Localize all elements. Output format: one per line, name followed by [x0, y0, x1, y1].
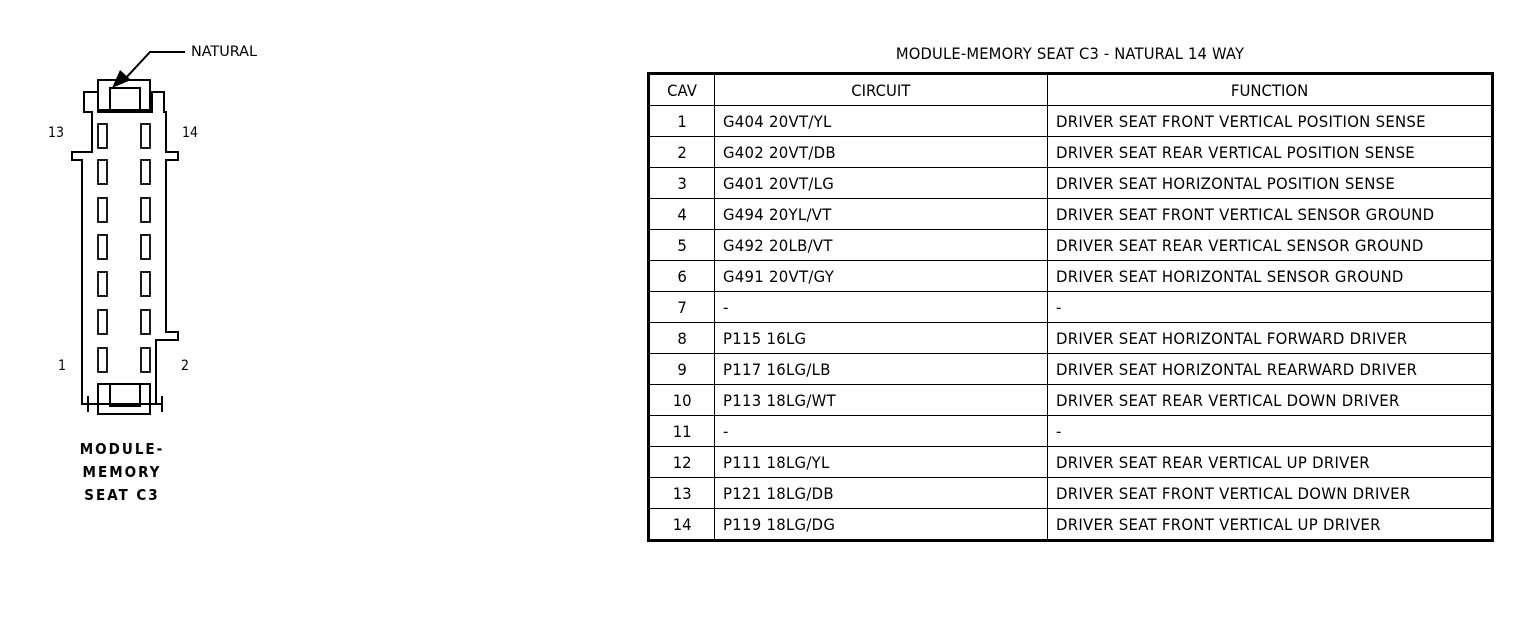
cav-cell: 11 — [649, 416, 715, 447]
function-cell: DRIVER SEAT HORIZONTAL POSITION SENSE — [1048, 168, 1493, 199]
header-circuit: CIRCUIT — [715, 74, 1048, 106]
cavity-4 — [141, 310, 150, 334]
cav-cell: 4 — [649, 199, 715, 230]
table-row — [649, 168, 1493, 199]
cav-cell: 1 — [649, 106, 715, 137]
table-row — [649, 230, 1493, 261]
cav-cell: 14 — [649, 509, 715, 541]
pin-label-2: 2 — [181, 358, 190, 374]
circuit-cell: - — [715, 416, 1048, 447]
cavity-6 — [141, 272, 150, 296]
cavity-2 — [141, 348, 150, 372]
table-row — [649, 354, 1493, 385]
cav-cell: 5 — [649, 230, 715, 261]
pin-label-14: 14 — [182, 125, 199, 141]
circuit-cell: - — [715, 292, 1048, 323]
cavity-1 — [98, 348, 107, 372]
function-cell: - — [1048, 416, 1493, 447]
function-cell: DRIVER SEAT HORIZONTAL SENSOR GROUND — [1048, 261, 1493, 292]
pin-table — [647, 72, 1494, 542]
table-row — [649, 478, 1493, 509]
connector-housing — [72, 80, 178, 414]
function-cell: DRIVER SEAT HORIZONTAL FORWARD DRIVER — [1048, 323, 1493, 354]
circuit-cell: G401 20VT/LG — [715, 168, 1048, 199]
table-row — [649, 137, 1493, 168]
function-cell: DRIVER SEAT REAR VERTICAL SENSOR GROUND — [1048, 230, 1493, 261]
cavity-5 — [98, 272, 107, 296]
cavity-10 — [141, 198, 150, 222]
cav-cell: 7 — [649, 292, 715, 323]
circuit-cell: P117 16LG/LB — [715, 354, 1048, 385]
table-row — [649, 509, 1493, 541]
function-cell: DRIVER SEAT FRONT VERTICAL POSITION SENSE — [1048, 106, 1493, 137]
circuit-cell: G402 20VT/DB — [715, 137, 1048, 168]
table-row — [649, 416, 1493, 447]
circuit-cell: P119 18LG/DG — [715, 509, 1048, 541]
table-header-row — [649, 74, 1493, 106]
cav-cell: 13 — [649, 478, 715, 509]
header-cav: CAV — [649, 74, 715, 106]
circuit-cell: P113 18LG/WT — [715, 385, 1048, 416]
circuit-cell: P115 16LG — [715, 323, 1048, 354]
circuit-cell: G404 20VT/YL — [715, 106, 1048, 137]
table-row — [649, 199, 1493, 230]
table-title: MODULE-MEMORY SEAT C3 - NATURAL 14 WAY — [895, 44, 1245, 63]
housing-outline — [72, 92, 178, 404]
cavity-11 — [98, 160, 107, 184]
connector-name-line-1: MODULE- — [79, 440, 165, 458]
natural-callout — [112, 44, 257, 88]
function-cell: DRIVER SEAT FRONT VERTICAL SENSOR GROUND — [1048, 199, 1493, 230]
function-cell: DRIVER SEAT REAR VERTICAL POSITION SENSE — [1048, 137, 1493, 168]
cavity-14 — [141, 124, 150, 148]
cavity-13 — [98, 124, 107, 148]
natural-label: NATURAL — [191, 44, 257, 60]
table-row — [649, 292, 1493, 323]
circuit-cell: G494 20YL/VT — [715, 199, 1048, 230]
header-function: FUNCTION — [1048, 74, 1493, 106]
cav-cell: 10 — [649, 385, 715, 416]
leader-line — [124, 52, 185, 80]
table-row — [649, 323, 1493, 354]
cavity-7 — [98, 235, 107, 259]
function-cell: - — [1048, 292, 1493, 323]
cav-cell: 6 — [649, 261, 715, 292]
bottom-latch-inner — [110, 384, 140, 406]
function-cell: DRIVER SEAT REAR VERTICAL UP DRIVER — [1048, 447, 1493, 478]
top-latch — [98, 80, 150, 110]
function-cell: DRIVER SEAT FRONT VERTICAL UP DRIVER — [1048, 509, 1493, 541]
circuit-cell: G491 20VT/GY — [715, 261, 1048, 292]
pin-label-1: 1 — [58, 358, 67, 374]
table-row — [649, 447, 1493, 478]
cavity-9 — [98, 198, 107, 222]
function-cell: DRIVER SEAT REAR VERTICAL DOWN DRIVER — [1048, 385, 1493, 416]
function-cell: DRIVER SEAT FRONT VERTICAL DOWN DRIVER — [1048, 478, 1493, 509]
cav-cell: 8 — [649, 323, 715, 354]
cavity-12 — [141, 160, 150, 184]
cavity-8 — [141, 235, 150, 259]
table-row — [649, 261, 1493, 292]
cavity-3 — [98, 310, 107, 334]
connector-diagram — [0, 0, 320, 560]
function-cell: DRIVER SEAT HORIZONTAL REARWARD DRIVER — [1048, 354, 1493, 385]
circuit-cell: P121 18LG/DB — [715, 478, 1048, 509]
pin-label-13: 13 — [48, 125, 65, 141]
top-latch-inner — [110, 88, 140, 110]
cav-cell: 2 — [649, 137, 715, 168]
connector-name-line-3: SEAT C3 — [84, 486, 160, 504]
cav-cell: 12 — [649, 447, 715, 478]
cav-cell: 3 — [649, 168, 715, 199]
connector-name-line-2: MEMORY — [82, 463, 162, 481]
circuit-cell: P111 18LG/YL — [715, 447, 1048, 478]
bottom-latch — [98, 384, 150, 414]
table-row — [649, 106, 1493, 137]
cav-cell: 9 — [649, 354, 715, 385]
circuit-cell: G492 20LB/VT — [715, 230, 1048, 261]
table-row — [649, 385, 1493, 416]
terminal-cavities — [98, 124, 150, 372]
table-body — [649, 106, 1493, 541]
